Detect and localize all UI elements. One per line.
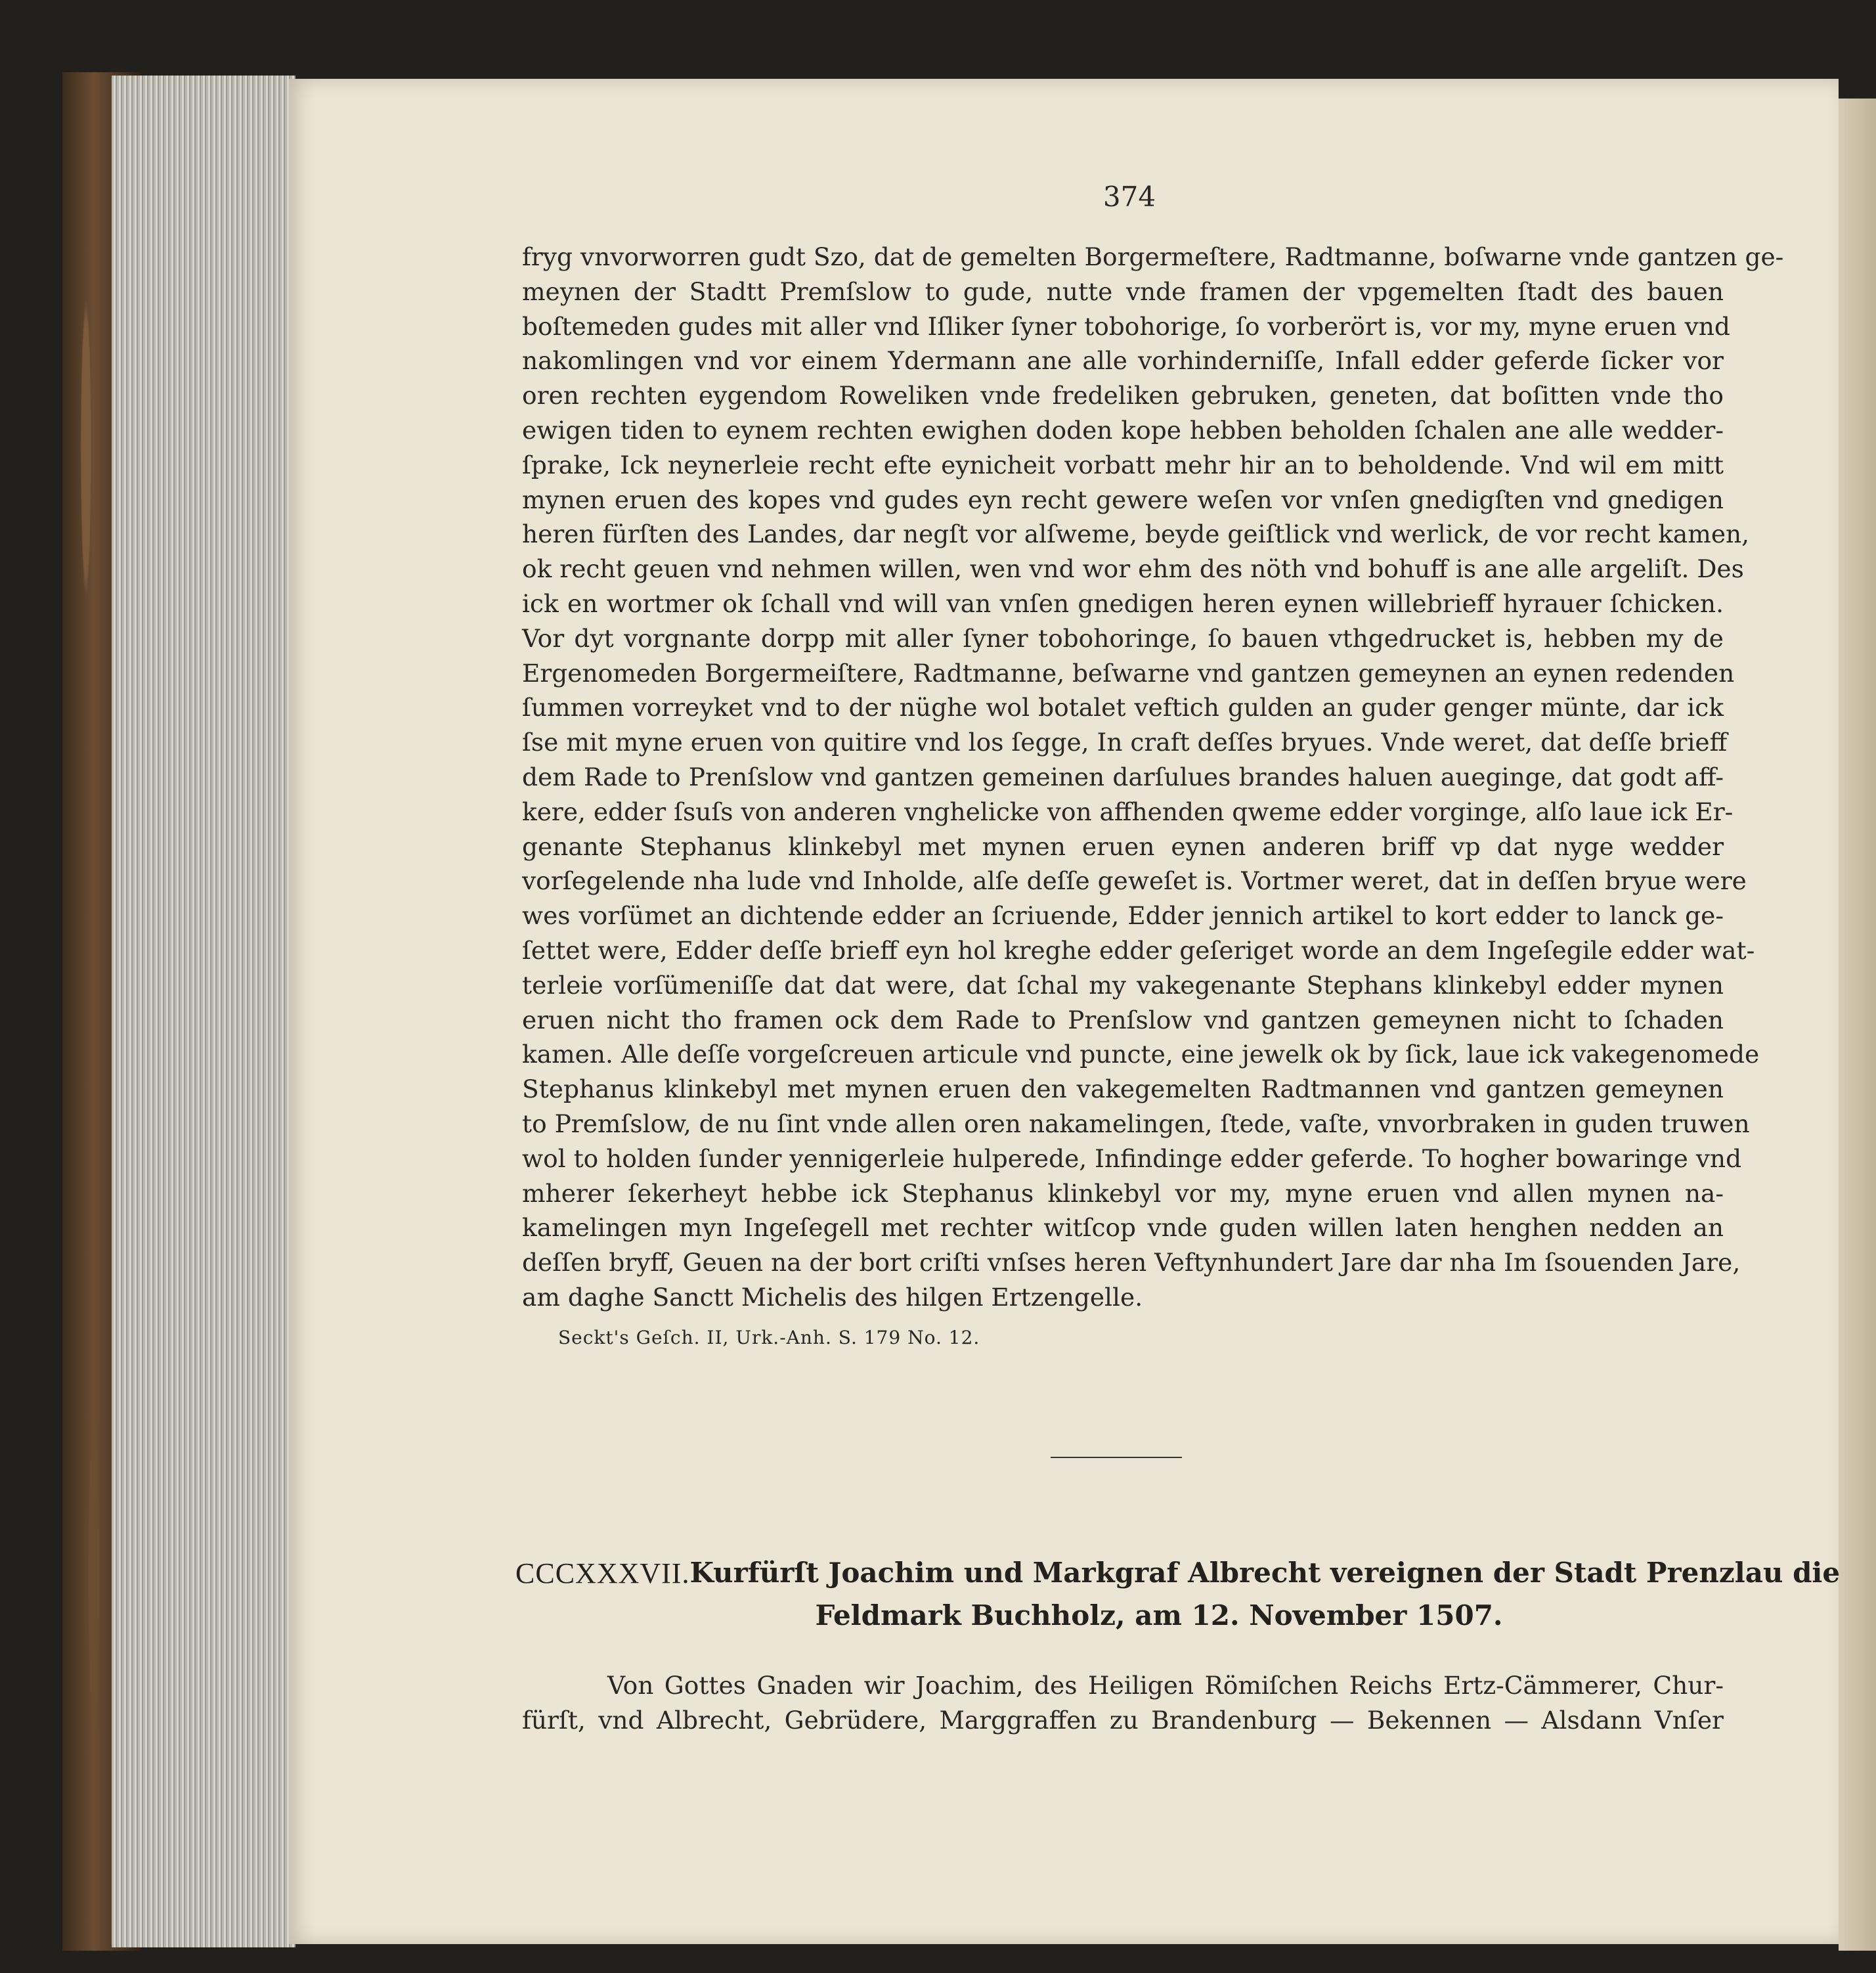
text-line: heren fürſten des Landes, dar negſt vor alſweme, beyde geiſtlick vnd werlick, de vor recht kamen,	[522, 520, 1750, 549]
text-line: Ergenomeden Borgermeiſtere, Radtmanne, beſwarne vnd gantzen gemeynen an eynen redenden	[522, 658, 1735, 688]
text-line: wes vorſümet an dichtende edder an ſcriuende, Edder jennich artikel to kort edder to lanck ge-	[522, 901, 1724, 931]
text-line: to Premſslow, de nu ſint vnde allen oren nakamelingen, ſtede, vaſte, vnvorbraken in guden truwen	[522, 1109, 1750, 1138]
text-line: nakomlingen vnd vor einem Ydermann ane alle vorhinderniſſe, Infall edder geferde ſicker vor	[522, 346, 1724, 376]
document-title-line: Kurfürſt Joachim und Markgraf Albrecht vereignen der Stadt Prenzlau die	[689, 1557, 1841, 1589]
text-line: kamen. Alle deſſe vorgeſcreuen articule vnd puncte, eine jewelk ok by ſick, laue ick vakegenomede	[522, 1040, 1760, 1069]
page-edges	[112, 76, 295, 1947]
next-page-edge	[1839, 99, 1876, 1951]
page-number: 374	[1102, 181, 1156, 213]
text-line: terleie vorſümeniſſe dat dat were, dat ſchal my vakegenante Stephans klinkebyl edder mynen	[522, 970, 1724, 1000]
text-line: Stephanus klinkebyl met mynen eruen den vakegemelten Radtmannen vnd gantzen gemeynen	[522, 1075, 1724, 1104]
text-line: ewigen tiden to eynem rechten ewighen doden kope hebben beholden ſchalen ane alle wedder-	[522, 415, 1724, 445]
text-line: fryg vnvorworren gudt Szo, dat de gemelten Borgermeſtere, Radtmanne, boſwarne vnde gantzen ge-	[522, 242, 1784, 271]
text-line: oren rechten eygendom Roweliken vnde fredeliken gebruken, geneten, dat boſitten vnde tho	[522, 381, 1724, 410]
text-line: kere, edder ſsuſs von anderen vnghelicke von affhenden qweme edder vorginge, alſo laue ick Er-	[522, 797, 1734, 826]
text-line: ſse mit myne eruen von quitire vnd los ſegge, In craft deſſes bryues. Vnde weret, dat deſſe brieff	[522, 728, 1728, 757]
text-line: deſſen bryff, Geuen na der bort criſti vnſses heren Veftynhundert Jare dar nha Im ſsouenden Jare,	[522, 1248, 1741, 1277]
section-divider	[1051, 1457, 1182, 1458]
text-line: meynen der Stadtt Premſslow to gude, nutte vnde framen der vpgemelten ſtadt des bauen	[522, 277, 1724, 306]
document-heading	[515, 1557, 1841, 1631]
text-line: Von Gottes Gnaden wir Joachim, des Heiligen Römiſchen Reichs Ertz-Cämmerer, Chur-	[607, 1671, 1724, 1700]
text-line: vorſegelende nha lude vnd Inholde, alſe deſſe geweſet is. Vortmer weret, dat in deſſen bryue were	[522, 866, 1747, 896]
text-line: dem Rade to Prenſslow vnd gantzen gemeinen darſulues brandes haluen aueginge, dat godt aff-	[522, 762, 1724, 791]
text-line: boſtemeden gudes mit aller vnd Iſliker ſyner tobohorige, ſo vorberört is, vor my, myne eruen vnd	[522, 311, 1730, 341]
body-text	[522, 240, 1784, 1315]
text-line: kamelingen myn Ingeſegell met rechter witſcop vnde guden willen laten henghen nedden an	[522, 1213, 1724, 1243]
text-line: mynen eruen des kopes vnd gudes eyn recht gewere weſen vor vnſen gnedigſten vnd gnedigen	[522, 485, 1724, 514]
source-citation: Seckt's Geſch. II, Urk.-Anh. S. 179 No. 12.	[558, 1327, 980, 1348]
document-number: CCCXXXVII.	[515, 1557, 690, 1589]
text-line: ok recht geuen vnd nehmen willen, wen vnd wor ehm des nöth vnd bohuff is ane alle argeliſt. Des	[522, 554, 1744, 584]
text-line: ſummen vorreyket vnd to der nüghe wol botalet veftich gulden an guder genger münte, dar ick	[522, 693, 1724, 722]
text-line: am daghe Sanctt Michelis des hilgen Ertzengelle.	[522, 1282, 1143, 1312]
text-line: wol to holden ſunder yennigerleie hulperede, Infindinge edder geferde. To hogher bowaringe vnd	[522, 1143, 1742, 1173]
document-intro	[522, 1668, 1724, 1738]
text-line: ick en wortmer ok ſchall vnd will van vnſen gnedigen heren eynen willebrieff hyrauer ſchicken.	[522, 588, 1724, 618]
document-title-line: Feldmark Buchholz, am 12. November 1507.	[815, 1599, 1503, 1631]
text-line: Vor dyt vorgnante dorpp mit aller ſyner tobohoringe, ſo bauen vthgedrucket is, hebben my de	[522, 623, 1724, 653]
text-line: ſettet were, Edder deſſe brieff eyn hol kreghe edder geſeriget worde an dem Ingeſegile edder wat-	[522, 935, 1755, 965]
text-line: genante Stephanus klinkebyl met mynen eruen eynen anderen briff vp dat nyge wedder	[522, 831, 1724, 861]
text-line: ſprake, Ick neynerleie recht efte eynicheit vorbatt mehr hir an to beholdende. Vnd wil em mitt	[522, 450, 1724, 479]
text-line: mherer ſekerheyt hebbe ick Stephanus klinkebyl vor my, myne eruen vnd allen mynen na-	[522, 1178, 1724, 1208]
text-line: fürſt, vnd Albrecht, Gebrüdere, Marggraffen zu Brandenburg — Bekennen — Alsdann Vnſer	[522, 1705, 1724, 1735]
text-line: eruen nicht tho framen ock dem Rade to Prenſslow vnd gantzen gemeynen nicht to ſchaden	[522, 1005, 1724, 1034]
